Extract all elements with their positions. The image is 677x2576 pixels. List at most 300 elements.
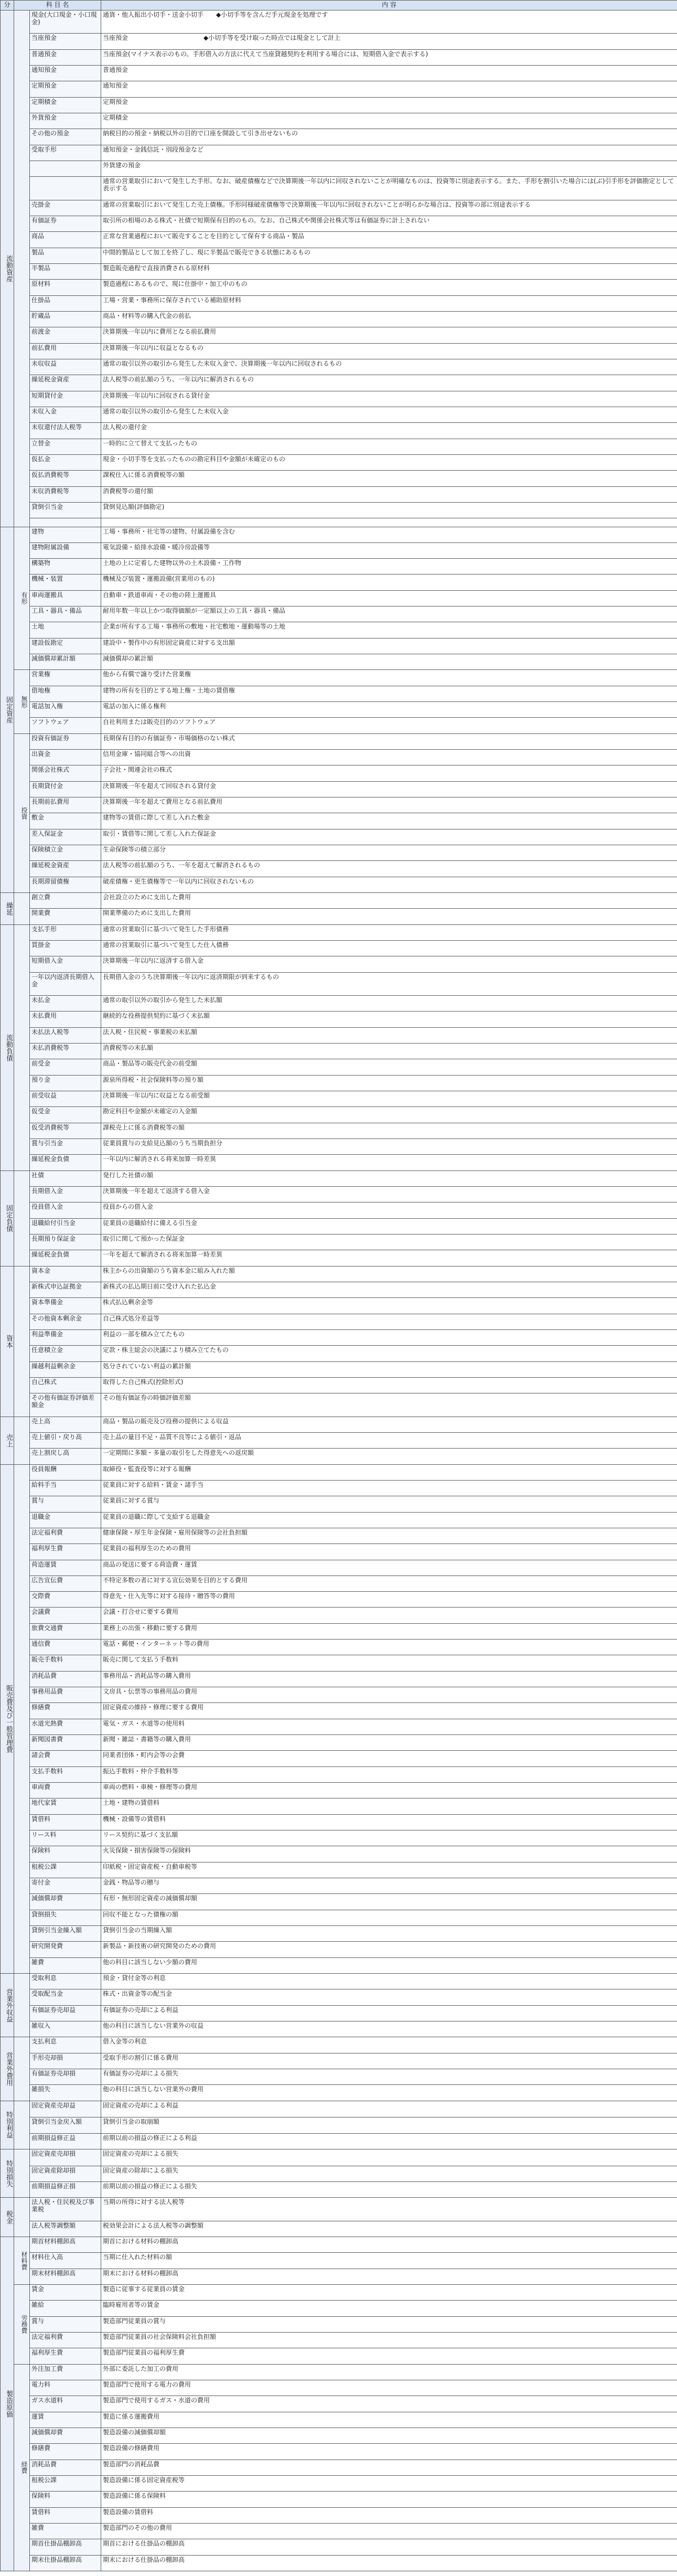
account-description-cell: 決算期後一年以内に回収される貸付金 <box>101 391 677 407</box>
account-name-cell: 給料手当 <box>30 1480 101 1496</box>
table-row <box>1 2133 677 2149</box>
account-name-cell: 未収還付法人税等 <box>30 423 101 439</box>
table-row <box>1 2069 677 2085</box>
account-name-cell: 土地 <box>30 622 101 638</box>
table-row <box>1 1250 677 1266</box>
table-row <box>1 295 677 311</box>
account-name-cell: 交際費 <box>30 1592 101 1608</box>
table-row <box>1 49 677 65</box>
account-name-cell: 任意積立金 <box>30 1346 101 1361</box>
account-name-cell: 仕掛品 <box>30 295 101 311</box>
table-row <box>1 81 677 97</box>
account-description-cell: 振込手数料・仲介手数料等 <box>101 1766 677 1782</box>
table-row <box>1 10 677 34</box>
table-row <box>1 1751 677 1766</box>
table-row <box>1 1942 677 1957</box>
table-row <box>1 1155 677 1170</box>
table-row <box>1 1735 677 1751</box>
table-row <box>1 2523 677 2539</box>
account-name-cell: 未払金 <box>30 996 101 1012</box>
account-name-cell: 構築物 <box>30 559 101 574</box>
account-name-cell: 一年以内返済長期借入金 <box>30 972 101 995</box>
group-subcategory <box>14 1464 30 1974</box>
table-row <box>1 527 677 542</box>
table-row <box>1 1012 677 1027</box>
table-row <box>1 2269 677 2284</box>
account-description-cell: 決算期後一年を超えて返済する借入金 <box>101 1186 677 1202</box>
account-name-cell: 短期借入金 <box>30 956 101 972</box>
account-name-cell: 利益準備金 <box>30 1329 101 1345</box>
account-name-cell: 未払法人税等 <box>30 1027 101 1043</box>
account-description-cell: 定期預金 <box>101 97 677 113</box>
account-name-cell: 売上値引・戻り高 <box>30 1432 101 1448</box>
account-name-cell: 半製品 <box>30 263 101 279</box>
table-row <box>1 454 677 470</box>
account-name-cell: 工具・器具・備品 <box>30 606 101 622</box>
table-row <box>1 161 677 176</box>
account-description-cell: 普通預金 <box>101 65 677 81</box>
account-name-cell: 賞与 <box>30 1496 101 1512</box>
account-description-cell: 他の科目に該当しない少額の費用 <box>101 1957 677 1973</box>
account-description-cell: 工場・事務所・社宅等の建物、付属設備を含む <box>101 527 677 542</box>
table-row <box>1 1671 677 1687</box>
account-name-cell: 荷造運賃 <box>30 1560 101 1576</box>
table-row <box>1 145 677 161</box>
table-row <box>1 1496 677 1512</box>
account-name-cell: 買掛金 <box>30 941 101 956</box>
table-row <box>1 829 677 845</box>
table-row <box>1 2053 677 2069</box>
table-row <box>1 439 677 454</box>
account-name-cell: 受取配当金 <box>30 1989 101 2005</box>
table-row <box>1 845 677 861</box>
account-description-cell: 臨時雇用者等の賃金 <box>101 2301 677 2316</box>
table-row <box>1 670 677 686</box>
table-row <box>1 129 677 145</box>
account-description-cell: 製造部門従業員の社会保険料会社負担額 <box>101 2332 677 2348</box>
table-row <box>1 1417 677 1432</box>
account-name-cell: 消耗品費 <box>30 1671 101 1687</box>
account-name-cell <box>30 177 101 200</box>
table-row <box>1 248 677 263</box>
table-row <box>1 638 677 654</box>
account-name-cell: 雑費 <box>30 2523 101 2539</box>
account-description-cell: 株式払込剰余金等 <box>101 1298 677 1314</box>
account-description-cell: 商品・製品の販売及び役務の提供による収益 <box>101 1417 677 1432</box>
table-row <box>1 1798 677 1814</box>
account-description-cell: 従業員の退職に際して支給する退職金 <box>101 1512 677 1528</box>
account-description-cell: 自社利用または販売目的のソフトウェア <box>101 718 677 733</box>
account-description-cell: 有価証券の売却による利益 <box>101 2005 677 2021</box>
account-name-cell: 修繕費 <box>30 1703 101 1719</box>
account-description-cell: 決算期後一年以内に収益となる前受額 <box>101 1091 677 1106</box>
account-name-cell: ソフトウェア <box>30 718 101 733</box>
table-row <box>1 1234 677 1250</box>
account-description-cell: 一年以内に解消される将来加算一時差異 <box>101 1155 677 1170</box>
account-description-cell: 同業者団体・町内会等の会費 <box>101 1751 677 1766</box>
account-name-cell <box>30 161 101 176</box>
account-name-cell: 定期預金 <box>30 81 101 97</box>
account-name-cell: 前払費用 <box>30 343 101 359</box>
table-row <box>1 1608 677 1623</box>
account-name-cell: 減価償却累計額 <box>30 654 101 670</box>
table-row <box>1 1266 677 1282</box>
account-description-cell: 納税目的の預金・納税以外の目的で口座を開設して引き出せないもの <box>101 129 677 145</box>
account-name-cell: 未収消費税等 <box>30 486 101 502</box>
table-row <box>1 2284 677 2300</box>
table-row <box>1 1846 677 1862</box>
table-row <box>1 34 677 49</box>
account-description-cell: 従業員の退職給付に備える引当金 <box>101 1218 677 1234</box>
account-name-cell: 研究開発費 <box>30 1942 101 1957</box>
account-description-cell: 有形・無形固定資産の減価償却額 <box>101 1894 677 1910</box>
account-description-cell: 電気設備・給排水設備・暖冷房設備等 <box>101 542 677 558</box>
group-subcategory <box>14 1974 30 2037</box>
group-subcategory: 有形 <box>14 527 30 670</box>
account-description-cell: 源泉所得税・社会保険料等の預り額 <box>101 1075 677 1091</box>
account-name-cell: 受取手形 <box>30 145 101 161</box>
table-row <box>1 1655 677 1671</box>
account-name-cell: 有価証券 <box>30 216 101 231</box>
account-name-cell: 諸会費 <box>30 1751 101 1766</box>
account-name-cell: 期首材料棚卸高 <box>30 2237 101 2252</box>
table-row <box>1 718 677 733</box>
account-name-cell: 水道光熱費 <box>30 1719 101 1734</box>
account-description-cell: 法人税・住民税・事業税の未払額 <box>101 1027 677 1043</box>
account-name-cell: 長期滞留債権 <box>30 877 101 892</box>
table-row <box>1 2507 677 2523</box>
account-description-cell: 火災保険・損害保険等の保険料 <box>101 1846 677 1862</box>
account-name-cell: 借地権 <box>30 686 101 701</box>
account-name-cell: 長期借入金 <box>30 1186 101 1202</box>
table-row <box>1 2348 677 2364</box>
account-name-cell: 固定資産除却損 <box>30 2166 101 2181</box>
account-name-cell: 新聞図書費 <box>30 1735 101 1751</box>
table-row <box>1 1544 677 1560</box>
account-name-cell: 長期前払費用 <box>30 797 101 813</box>
account-description-cell: 勘定科目や金額が未確定の入金額 <box>101 1107 677 1123</box>
account-name-cell: 手形売却損 <box>30 2053 101 2069</box>
account-description-cell: 他の科目に該当しない営業外の費用 <box>101 2085 677 2101</box>
header-account-name: 科 目 名 <box>14 1 101 10</box>
account-description-cell: 自動車・鉄道車両・その他の陸上運搬具 <box>101 590 677 606</box>
group-subcategory: 投資 <box>14 733 30 892</box>
table-row <box>1 606 677 622</box>
account-description-cell: 取引に関して預かった保証金 <box>101 1234 677 1250</box>
account-description-cell: 金銭・物品等の贈与 <box>101 1878 677 1894</box>
section-category: 売上 <box>1 1417 14 1464</box>
account-description-cell: 貸倒引当金の取崩額 <box>101 2117 677 2133</box>
account-description-cell: 課税仕入に係る消費税等の額 <box>101 471 677 486</box>
account-name-cell: 寄付金 <box>30 1878 101 1894</box>
table-row <box>1 327 677 343</box>
account-name-cell: 法人税等調整額 <box>30 2221 101 2237</box>
account-description-cell: 生命保険等の積立部分 <box>101 845 677 861</box>
account-name-cell: その他有価証券評価差額金 <box>30 1393 101 1417</box>
group-subcategory <box>14 1417 30 1464</box>
account-description-cell: 製造に従事する従業員の賃金 <box>101 2284 677 2300</box>
account-description-cell: 回収不能となった債権の額 <box>101 1910 677 1925</box>
table-row <box>1 1974 677 1989</box>
table-row <box>1 590 677 606</box>
table-row <box>1 1830 677 1846</box>
account-description-cell: 減価償却の累計額 <box>101 654 677 670</box>
group-subcategory <box>14 2198 30 2237</box>
account-name-cell: 繰延税金負債 <box>30 1250 101 1266</box>
account-name-cell: 有価証券売却損 <box>30 2069 101 2085</box>
account-description-cell: 新株式の払込期日前に受け入れた払込金 <box>101 1282 677 1297</box>
account-name-cell: 受取利息 <box>30 1974 101 1989</box>
account-description-cell: 正常な営業過程において販売することを目的として保有する商品・製品 <box>101 232 677 248</box>
table-row <box>1 1957 677 1973</box>
account-description-cell: 通常の営業取引に基づいて発生した仕入債務 <box>101 941 677 956</box>
table-row <box>1 2149 677 2166</box>
section-category: 特別利益 <box>1 2101 14 2149</box>
account-description-cell: 貸倒引当金の当期繰入額 <box>101 1926 677 1942</box>
table-row <box>1 1878 677 1894</box>
table-row <box>1 2301 677 2316</box>
account-name-cell: 車両運搬具 <box>30 590 101 606</box>
account-name-cell: 通知預金 <box>30 65 101 81</box>
account-description-cell: 税効果会計による法人税等の調整額 <box>101 2221 677 2237</box>
account-description-cell: 通常の営業取引に基づいて発生した手形債務 <box>101 924 677 940</box>
account-description-cell: 事務用品・消耗品等の購入費用 <box>101 1671 677 1687</box>
account-description-cell: 一定期間に多額・多量の取引をした得意先への返戻額 <box>101 1449 677 1464</box>
account-name-cell: 建設仮勘定 <box>30 638 101 654</box>
account-name-cell: 未収入金 <box>30 407 101 422</box>
account-description-cell: 当期の所得に対する法人税等 <box>101 2198 677 2221</box>
account-description-cell: 製造過程にあるもので、現に仕掛中・加工中のもの <box>101 280 677 295</box>
account-description-cell: 取引・賃借等に関して差し入れた保証金 <box>101 829 677 845</box>
account-description-cell: 電話・郵便・インターネット等の費用 <box>101 1640 677 1655</box>
account-description-cell: 受取手形の割引に係る費用 <box>101 2053 677 2069</box>
account-description-cell: 販売に関して支払う手数料 <box>101 1655 677 1671</box>
table-row <box>1 1640 677 1655</box>
account-description-cell: 決算期後一年以内に返済する借入金 <box>101 956 677 972</box>
table-row <box>1 407 677 422</box>
section-category: 特別損失 <box>1 2149 14 2197</box>
table-row <box>1 972 677 995</box>
table-row <box>1 1703 677 1719</box>
table-row <box>1 996 677 1012</box>
table-row <box>1 1361 677 1377</box>
account-description-cell: 新製品・新技術の研究開発のための費用 <box>101 1942 677 1957</box>
account-name-cell: 雑損失 <box>30 2085 101 2101</box>
account-description-cell: 商品・材料等の購入代金の前払 <box>101 311 677 327</box>
account-description-cell: 子会社・関連会社の株式 <box>101 765 677 781</box>
account-description-cell: 中間的製品として加工を終了し、現に半製品で販売できる状態にあるもの <box>101 248 677 263</box>
table-row <box>1 1393 677 1417</box>
account-name-cell: 通信費 <box>30 1640 101 1655</box>
account-description-cell: 製造設備の賃借料 <box>101 2507 677 2523</box>
account-description-cell: 信用金庫・協同組合等への出資 <box>101 750 677 765</box>
account-name-cell: その他の預金 <box>30 129 101 145</box>
table-row <box>1 343 677 359</box>
group-subcategory <box>14 893 30 925</box>
table-row <box>1 1814 677 1830</box>
account-name-cell: 期末材料棚卸高 <box>30 2269 101 2284</box>
account-name-cell: 会議費 <box>30 1608 101 1623</box>
account-description-cell: 長期借入金のうち決算期後一年以内に返済期限が到来するもの <box>101 972 677 995</box>
group-subcategory <box>14 2037 30 2101</box>
table-row <box>1 2117 677 2133</box>
account-description-cell: 取得した自己株式(控除形式) <box>101 1377 677 1393</box>
account-name-cell: 立替金 <box>30 439 101 454</box>
table-row <box>1 893 677 909</box>
table-row <box>1 1138 677 1154</box>
table-row <box>1 2198 677 2221</box>
account-name-cell: 販売手数料 <box>30 1655 101 1671</box>
account-name-cell: リース料 <box>30 1830 101 1846</box>
account-description-cell: 当期に仕入れた材料の額 <box>101 2253 677 2269</box>
section-category: 固定資産 <box>1 527 14 893</box>
account-description-cell: 通知預金・金銭信託・別段預金など <box>101 145 677 161</box>
table-row <box>1 1910 677 1925</box>
table-row <box>1 1027 677 1043</box>
table-row <box>1 2005 677 2021</box>
account-name-cell: 貸倒引当金 <box>30 502 101 518</box>
header-category: 分 <box>1 1 14 10</box>
account-name-cell: 仮払消費税等 <box>30 471 101 486</box>
account-description-cell <box>101 518 677 527</box>
table-row <box>1 1687 677 1703</box>
account-name-cell: 差入保証金 <box>30 829 101 845</box>
table-row <box>1 1377 677 1393</box>
group-subcategory: 無形 <box>14 670 30 733</box>
table-row <box>1 1894 677 1910</box>
account-name-cell: 繰延税金資産 <box>30 375 101 391</box>
table-row <box>1 1862 677 1878</box>
account-description-cell: 当座預金(マイナス表示のもの。手形借入の方法に代えて当座貸越契約を利用する場合には、短期借入金で表示する) <box>101 49 677 65</box>
account-name-cell: 貸倒損失 <box>30 1910 101 1925</box>
table-row <box>1 518 677 527</box>
account-name-cell: 支払手形 <box>30 924 101 940</box>
account-name-cell: 法人税・住民税及び事業税 <box>30 2198 101 2221</box>
account-name-cell: 新株式申込証拠金 <box>30 1282 101 1297</box>
account-name-cell: 売上割戻し高 <box>30 1449 101 1464</box>
account-description-cell: 製造部門のその他の費用 <box>101 2523 677 2539</box>
account-description-cell: 継続的な役務提供契約に基づく未払額 <box>101 1012 677 1027</box>
account-description-cell: 会社設立のために支出した費用 <box>101 893 677 909</box>
section-category: 営業外費用 <box>1 2037 14 2101</box>
account-name-cell: 雑費 <box>30 1957 101 1973</box>
account-name-cell: 地代家賃 <box>30 1798 101 1814</box>
account-description-cell: 固定資産の売却による利益 <box>101 2101 677 2117</box>
account-name-cell: 租税公課 <box>30 1862 101 1878</box>
account-description-cell: 製造に係る運搬費用 <box>101 2412 677 2428</box>
account-description-cell: 取締役・監査役等に対する報酬 <box>101 1464 677 1480</box>
account-name-cell: 前受収益 <box>30 1091 101 1106</box>
account-description-cell: 取引所の相場のある株式・社債で短期保有目的のもの。なお、自己株式や関係会社株式等は有価証券に計上されない <box>101 216 677 231</box>
section-category: 繰延 <box>1 893 14 925</box>
table-row <box>1 1329 677 1345</box>
account-description-cell: 現金・小切手等を支払ったものの勘定科目や金額が未確定のもの <box>101 454 677 470</box>
table-row <box>1 1186 677 1202</box>
account-description-cell: 耐用年数一年以上かつ取得価額が一定額以上の工具・器具・備品 <box>101 606 677 622</box>
table-row <box>1 486 677 502</box>
table-row <box>1 216 677 231</box>
account-name-cell: 外貨預金 <box>30 113 101 129</box>
table-row <box>1 1123 677 1138</box>
account-description-cell: 開業準備のために支出した費用 <box>101 909 677 924</box>
table-row <box>1 2332 677 2348</box>
account-name-cell: 繰延税金負債 <box>30 1155 101 1170</box>
account-name-cell: 仮受消費税等 <box>30 1123 101 1138</box>
account-name-cell: 未収収益 <box>30 359 101 375</box>
account-description-cell: 従業員の福利厚生のための費用 <box>101 1544 677 1560</box>
account-description-cell: 固定資産の除却による損失 <box>101 2166 677 2181</box>
account-description-cell: 期首における仕掛品の棚卸高 <box>101 2539 677 2555</box>
table-row <box>1 232 677 248</box>
account-description-cell: 土地の上に定着した建物以外の土木設備・工作物 <box>101 559 677 574</box>
table-row <box>1 733 677 749</box>
account-description-cell: 製造設備の減価償却額 <box>101 2428 677 2443</box>
table-row <box>1 65 677 81</box>
account-description-cell: 通常の営業取引において発生した売上債権。手形同様破産債権等で決算期後一年以内に回収されないことが明らかな場合は、投資等の部に別途表示する <box>101 200 677 216</box>
table-row <box>1 2101 677 2117</box>
account-name-cell: 開業費 <box>30 909 101 924</box>
account-description-cell: 借入金等の利息 <box>101 2037 677 2053</box>
account-description-cell: 電話の加入に係る権利 <box>101 702 677 718</box>
account-description-cell: 決算期後一年を超えて費用となる前払費用 <box>101 797 677 813</box>
account-name-cell: 旅費交通費 <box>30 1623 101 1639</box>
account-name-cell: 前受金 <box>30 1059 101 1075</box>
account-name-cell: 商品 <box>30 232 101 248</box>
table-body <box>1 10 677 2571</box>
account-description-cell: 製造設備に係る保険料 <box>101 2492 677 2507</box>
table-row <box>1 200 677 216</box>
account-description-cell: 一時的に立て替えて支払ったもの <box>101 439 677 454</box>
account-name-cell: 投資有価証券 <box>30 733 101 749</box>
account-name-cell: 自己株式 <box>30 1377 101 1393</box>
account-description-cell: 利益の一部を積み立てたもの <box>101 1329 677 1345</box>
account-description-cell: 通常の営業取引において発生した手形。なお、破産債権などで決算期後一年以内に回収されないことが明確なものは、投資等に別途表示する。また、手形を割引いた場合には(ぶ)引手形を評価勘定として表示する <box>101 177 677 200</box>
account-description-cell: 法人税の還付金 <box>101 423 677 439</box>
account-name-cell: 普通預金 <box>30 49 101 65</box>
header-content: 内 容 <box>101 1 677 10</box>
account-description-cell: 製造設備に係る固定資産税等 <box>101 2475 677 2491</box>
account-name-cell: 法定福利費 <box>30 1528 101 1544</box>
account-description-cell: 電気・ガス・水道等の使用料 <box>101 1719 677 1734</box>
account-description-cell: 株式・出資金等の配当金 <box>101 1989 677 2005</box>
table-row <box>1 1592 677 1608</box>
table-row <box>1 1512 677 1528</box>
account-name-cell: 未払費用 <box>30 1012 101 1027</box>
account-description-cell: 通常の取引以外の取引から発生した未収入金 <box>101 407 677 422</box>
table-row <box>1 750 677 765</box>
group-subcategory <box>14 924 30 1170</box>
table-header-row <box>1 1 677 10</box>
account-description-cell: 自己株式処分差益等 <box>101 1314 677 1329</box>
account-name-cell: 保険料 <box>30 1846 101 1862</box>
table-row <box>1 1282 677 1297</box>
account-name-cell: 長期預り保証金 <box>30 1234 101 1250</box>
account-name-cell: 役員借入金 <box>30 1202 101 1218</box>
table-row <box>1 2316 677 2332</box>
table-row <box>1 1766 677 1782</box>
account-name-cell: 賃借料 <box>30 1814 101 1830</box>
table-row <box>1 471 677 486</box>
group-subcategory <box>14 2149 30 2197</box>
table-row <box>1 1449 677 1464</box>
account-name-cell: 前期損益修正益 <box>30 2133 101 2149</box>
account-name-cell: 材料仕入高 <box>30 2253 101 2269</box>
account-name-cell: 繰越利益剰余金 <box>30 1361 101 1377</box>
account-description-cell: 外貨建の預金 <box>101 161 677 176</box>
table-row <box>1 423 677 439</box>
account-name-cell: 仮受金 <box>30 1107 101 1123</box>
account-name-cell: 雑給 <box>30 2301 101 2316</box>
